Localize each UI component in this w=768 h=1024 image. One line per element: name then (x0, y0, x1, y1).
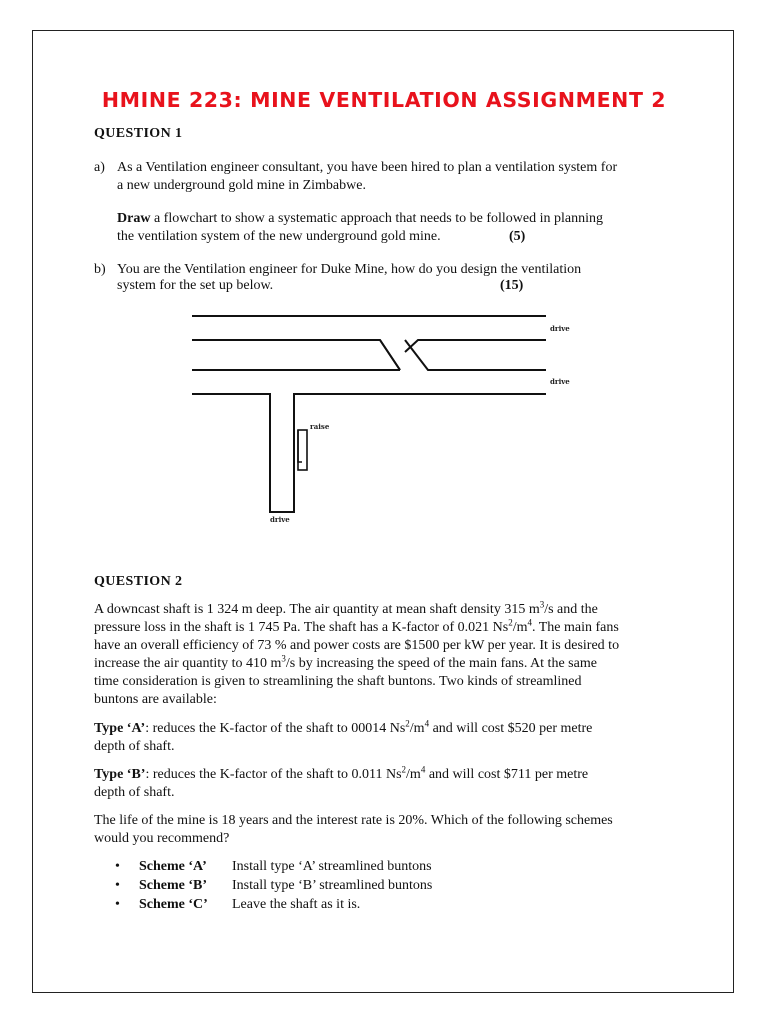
list-item (115, 857, 615, 876)
top-drive-lower-wall-left (192, 340, 400, 370)
raise-outer (298, 430, 307, 470)
life-line-1: The life of the mine is 18 years and the interest rate is 20%. Which of the following schemes (94, 813, 613, 828)
top-drive-lower-wall-right (405, 340, 546, 352)
q2-para-line-4: increase the air quantity to 410 $m^3/s$ by increasing the speed of the main fans. At the same (94, 653, 597, 671)
q1-part-a-label: a) (94, 160, 105, 175)
list-item (115, 876, 615, 895)
bullet: • (115, 878, 120, 893)
scheme-c-name: Scheme ‘C’ (139, 897, 208, 912)
second-drive-upper-wall-right (405, 340, 546, 370)
bullet: • (115, 897, 120, 912)
label-drive-bottom: drive (270, 515, 290, 524)
type-b-line-1: Type ‘B’: reduces the K-factor of the shaft to 0.011 $Ns^2/m^4$ and will cost $711 per metre (94, 764, 589, 782)
q2-para-line-3: have an overall efficiency of 73 % and power costs are $1500 per kW per year. It is desired to (94, 638, 620, 653)
q2-para-line-1: A downcast shaft is 1 324 m deep. The air quantity at mean shaft density 315 $m^3/s$ and the (94, 599, 598, 617)
type-a-line-2: depth of shaft. (94, 739, 175, 754)
q2-para-line-5: time consideration is given to streamlining the shaft buntons. Two kinds of streamlined (94, 674, 582, 689)
mine-layout-diagram (190, 312, 570, 527)
second-drive-lower-wall-left (192, 394, 546, 512)
q1-part-a-line-2: a new underground gold mine in Zimbabwe. (117, 178, 366, 193)
raise-inner (298, 430, 302, 462)
q1-draw-line-2: the ventilation system of the new underground gold mine. (117, 229, 441, 244)
scheme-a-desc: Install type ‘A’ streamlined buntons (232, 859, 432, 874)
q2-para-line-2: pressure loss in the shaft is 1 745 Pa. The shaft has a K-factor of 0.021 $Ns^2/m^4$. The main fans (94, 617, 619, 635)
q2-para-line-6: buntons are available: (94, 692, 217, 707)
scheme-a-name: Scheme ‘A’ (139, 859, 207, 874)
q1-part-b-line-2: system for the set up below. (117, 278, 274, 293)
question-1-heading: QUESTION 1 (94, 126, 183, 141)
scheme-b-desc: Install type ‘B’ streamlined buntons (232, 878, 433, 893)
type-a-label: Type ‘A’ (94, 721, 146, 736)
scheme-list (115, 857, 615, 917)
q1-part-a-line-1: As a Ventilation engineer consultant, you have been hired to plan a ventilation system for (117, 160, 618, 175)
draw-keyword: Draw (117, 211, 151, 226)
label-raise: raise (310, 422, 330, 431)
question-2-heading: QUESTION 2 (94, 574, 183, 589)
scheme-c-desc: Leave the shaft as it is. (232, 897, 361, 912)
bullet: • (115, 859, 120, 874)
type-b-line-2: depth of shaft. (94, 785, 175, 800)
type-a-line-1: Type ‘A’: reduces the K-factor of the shaft to 00014 $Ns^2/m^4$ and will cost $520 per metre (94, 718, 593, 736)
life-line-2: would you recommend? (94, 831, 230, 846)
type-b-label: Type ‘B’ (94, 767, 146, 782)
label-drive-top: drive (550, 324, 570, 333)
q1-draw-line-1: Draw a flowchart to show a systematic approach that needs to be followed in planning (117, 211, 603, 226)
list-item (115, 895, 615, 914)
q1-part-b-line-1: You are the Ventilation engineer for Duke Mine, how do you design the ventilation (117, 262, 582, 277)
assignment-title: HMINE 223: MINE VENTILATION ASSIGNMENT 2 (101, 88, 667, 112)
q1-b-marks: (15) (500, 278, 524, 293)
q1-part-b-label: b) (94, 262, 106, 277)
scheme-b-name: Scheme ‘B’ (139, 878, 208, 893)
crosscut-left-wall (380, 340, 400, 370)
label-drive-middle: drive (550, 377, 570, 386)
q1-a-marks: (5) (509, 229, 526, 244)
